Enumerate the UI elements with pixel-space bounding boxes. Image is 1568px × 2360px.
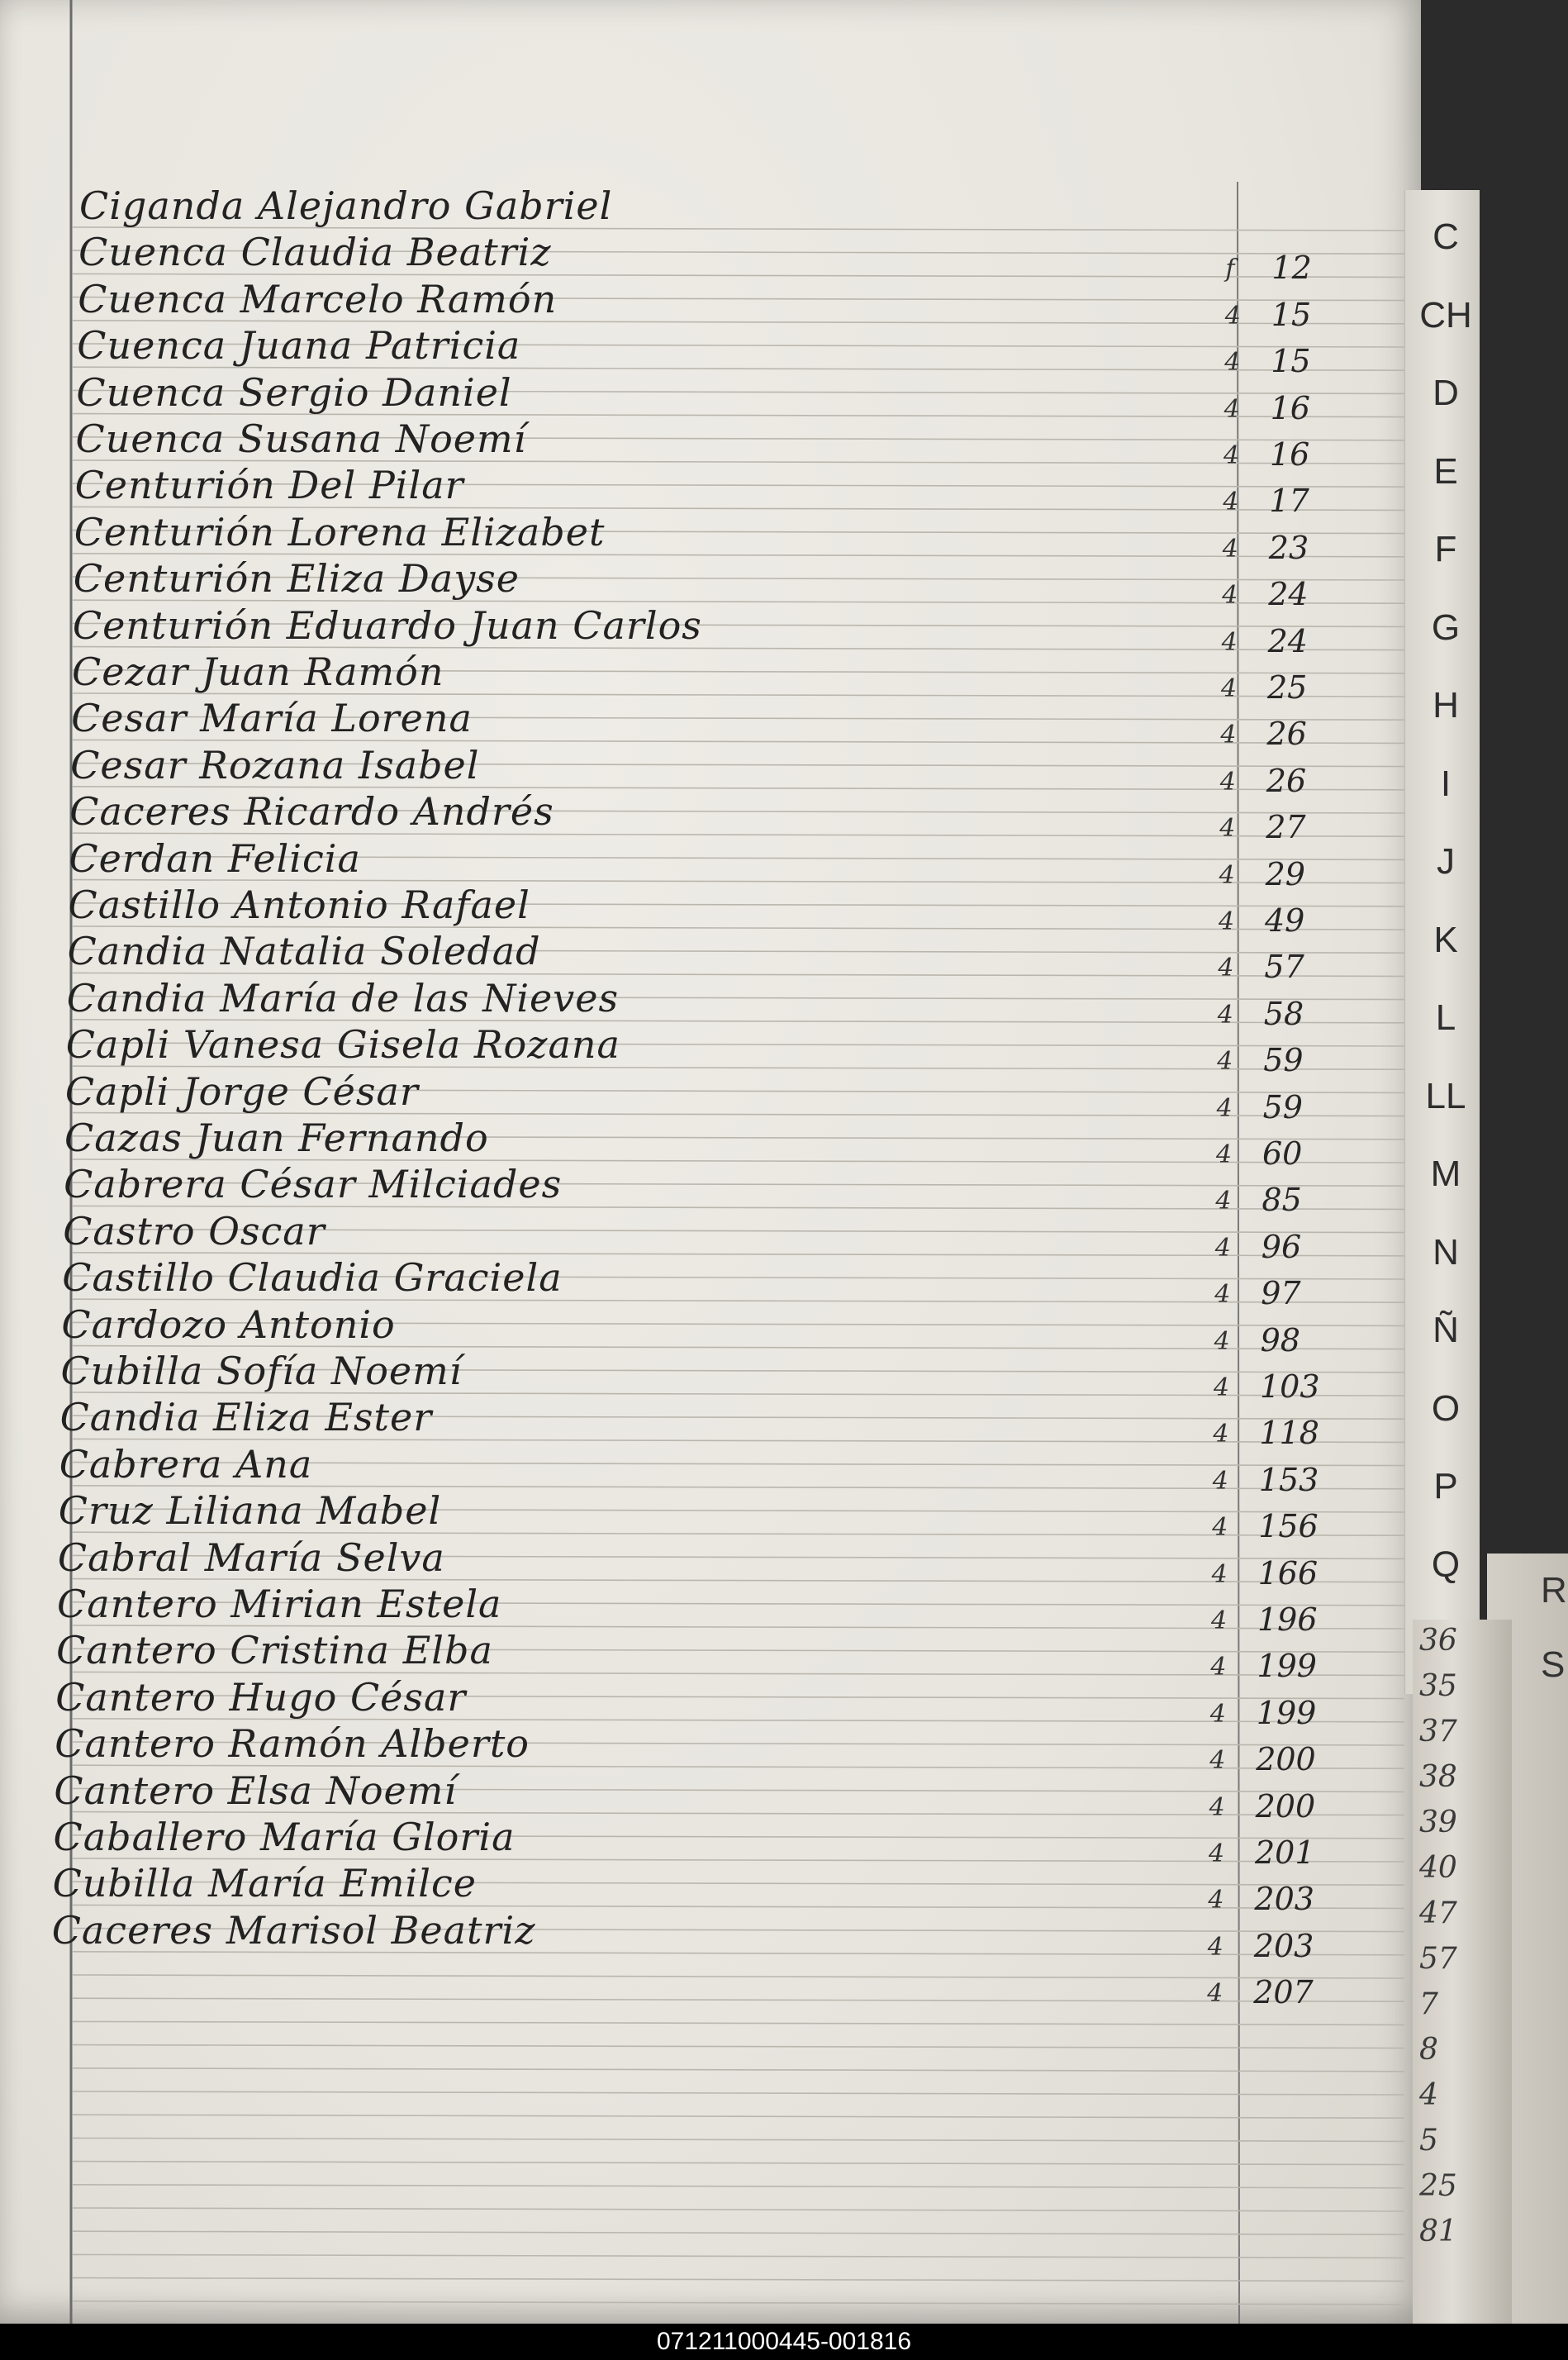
index-tab-letter: G [1431,607,1461,648]
ditto-mark: 4 [1224,348,1241,378]
folio-number: 15 [1271,296,1312,333]
entry-name: Caceres Ricardo Andrés [69,789,554,835]
folio-number: 16 [1270,389,1310,426]
ditto-mark: 4 [1214,1373,1230,1402]
tab-side-number: 47 [1419,1896,1457,1930]
folio-number: 203 [1253,1927,1314,1964]
ditto-mark: 4 [1208,1886,1224,1915]
ditto-mark: 4 [1224,394,1240,424]
index-tab-letter: P [1433,1466,1458,1506]
ditto-mark: 4 [1209,1839,1225,1868]
entry-name: Cezar Juan Ramón [72,649,444,694]
entry-name: Centurión Eduardo Juan Carlos [72,602,702,648]
entry-name: Candia Natalia Soledad [67,929,541,974]
entry-name: Centurión Eliza Dayse [73,556,520,602]
ditto-mark: 4 [1214,1326,1230,1356]
folio-number: 203 [1254,1881,1314,1918]
folio-number: 26 [1266,762,1307,799]
ruled-line [73,1975,1404,1978]
ditto-mark: 4 [1209,1792,1225,1822]
tab-side-number: 81 [1419,2215,1457,2248]
folio-number: 200 [1255,1787,1316,1825]
tab-side-number: 4 [1419,2078,1438,2112]
ditto-mark: 4 [1222,581,1238,611]
index-tab-letter: Ñ [1433,1310,1459,1350]
ruled-line [73,2021,1404,2025]
ditto-mark: 4 [1213,1420,1229,1449]
index-tab-letter: F [1434,529,1457,569]
entry-name: Ciganda Alejandro Gabriel [79,183,613,228]
entry-name: Candia Eliza Ester [59,1395,433,1440]
entry-name: Capli Vanesa Gisela Rozana [65,1022,620,1068]
entry-name: Cardozo Antonio [61,1301,396,1347]
tab-side-number: 25 [1419,2169,1457,2203]
folio-number: 96 [1261,1228,1302,1265]
folio-number: 199 [1257,1648,1317,1685]
folio-number: 26 [1266,716,1307,753]
ditto-mark: f [1225,255,1235,284]
tab-side-number: 37 [1419,1715,1457,1749]
entry-name: Cantero Cristina Elba [56,1628,493,1673]
entry-name: Cuenca Sergio Daniel [76,369,512,415]
entry-name: Cantero Ramón Alberto [55,1721,530,1767]
tab-side-number: 36 [1419,1624,1457,1658]
ditto-mark: 4 [1219,907,1235,936]
tab-side-number: 38 [1419,1760,1457,1794]
index-tab-letter: E [1433,450,1458,492]
tab-side-number: 39 [1419,1806,1457,1839]
entry-name: Centurión Del Pilar [74,463,464,508]
index-tab-letter: Q [1431,1544,1461,1585]
folio-number: 97 [1261,1275,1301,1312]
ditto-mark: 4 [1222,534,1238,564]
ditto-mark: 4 [1211,1606,1228,1635]
tab-side-number: 57 [1419,1942,1457,1976]
folio-number: 58 [1263,995,1304,1032]
ruled-line [73,1998,1404,2001]
folio-number: 166 [1257,1554,1319,1592]
ditto-mark: 4 [1209,1746,1226,1776]
ditto-mark: 4 [1219,814,1236,844]
ditto-mark: 4 [1210,1653,1227,1682]
entry-name: Caballero María Gloria [53,1815,516,1859]
ruled-line [73,2115,1404,2118]
ruled-line [73,2208,1404,2211]
folio-number: 15 [1271,343,1311,380]
folio-number: 49 [1265,902,1305,939]
ditto-mark: 4 [1223,488,1239,517]
ditto-mark: 4 [1214,1233,1231,1263]
ditto-mark: 4 [1207,1932,1224,1962]
ditto-mark: 4 [1214,1280,1231,1310]
ditto-mark: 4 [1207,1979,1224,2009]
index-tab-letter: J [1437,841,1455,882]
tab-side-number: 35 [1419,1669,1457,1703]
entry-name: Cesar Rozana Isabel [70,742,480,787]
entry-name: Cuenca Claudia Beatriz [78,230,552,275]
ditto-mark: 4 [1221,627,1238,657]
ditto-mark: 4 [1211,1559,1228,1589]
index-tab-letter: CH [1419,294,1472,335]
entry-name: Castillo Claudia Graciela [62,1255,563,1301]
folio-number: 24 [1267,622,1308,659]
entry-name: Castillo Antonio Rafael [68,883,530,927]
entry-name: Cazas Juan Fernando [64,1116,489,1160]
document-id-footer: 071211000445-001816 [0,2324,1568,2360]
entry-name: Cruz Liliana Mabel [58,1488,442,1534]
entry-name: Cuenca Juana Patricia [77,323,521,369]
ruled-line [73,2254,1404,2258]
ruled-line [73,2162,1404,2165]
ditto-mark: 4 [1212,1466,1228,1496]
tab-side-number: 40 [1419,1851,1457,1885]
ditto-mark: 4 [1212,1513,1228,1543]
ditto-mark: 4 [1219,767,1236,797]
entry-name: Cuenca Susana Noemí [75,416,527,461]
folio-number: 200 [1256,1741,1316,1778]
entry-name: Cubilla Sofía Noemí [60,1349,463,1393]
folio-number: 12 [1271,250,1312,287]
folio-number: 156 [1258,1508,1319,1545]
entry-name: Cabrera Ana [59,1441,313,1487]
index-tab-letter: D [1433,373,1459,413]
ruled-line [73,2231,1404,2234]
far-index-tab-letter: S [1541,1644,1566,1685]
folio-number: 59 [1263,1042,1304,1079]
ditto-mark: 4 [1215,1187,1232,1216]
ditto-mark: 4 [1216,1093,1233,1123]
folio-number: 59 [1262,1088,1303,1125]
index-tab-letter: H [1433,685,1459,726]
ditto-mark: 4 [1224,441,1240,470]
ditto-mark: 4 [1217,1000,1233,1030]
ruled-line [73,2301,1404,2305]
ditto-mark: 4 [1216,1140,1233,1169]
folio-number: 199 [1256,1694,1317,1731]
entry-name: Capli Jorge César [64,1068,419,1114]
entry-name: Cantero Elsa Noemí [54,1768,458,1813]
folio-number: 16 [1270,436,1310,473]
tab-side-number: 7 [1419,1987,1438,2021]
entry-name: Cerdan Felicia [69,835,361,881]
tab-side-number: 8 [1419,2033,1438,2067]
ditto-mark: 4 [1218,954,1234,983]
folio-number: 24 [1268,576,1309,613]
entry-name: Cantero Hugo César [55,1674,467,1720]
index-tab-letter: LL [1425,1075,1466,1116]
ruled-line [73,2138,1404,2141]
ruled-line [73,2068,1404,2072]
entry-name: Candia María de las Nieves [66,975,620,1021]
folio-number: 118 [1259,1415,1319,1452]
folio-number: 207 [1253,1974,1314,2011]
far-index-tab-letter: R [1541,1570,1567,1611]
folio-number: 27 [1266,809,1306,846]
index-tab-letter: L [1435,997,1456,1038]
folio-number: 98 [1260,1321,1300,1358]
folio-number: 23 [1268,529,1309,566]
index-tab-letter: M [1430,1154,1461,1194]
ditto-mark: 4 [1224,301,1241,331]
entry-name: Cabral María Selva [57,1534,445,1580]
index-tab-letter: C [1433,216,1459,257]
folio-number: 29 [1265,855,1305,892]
folio-number: 201 [1255,1834,1315,1871]
folio-number: 60 [1262,1135,1303,1172]
folio-number: 25 [1267,669,1308,706]
ruled-line [73,2185,1404,2188]
folio-number: 17 [1269,483,1309,520]
index-tab-letter: O [1431,1387,1461,1429]
folio-number: 196 [1257,1601,1318,1638]
index-tab-letter: I [1440,763,1452,804]
entry-name: Cabrera César Milciades [64,1162,563,1207]
ruled-line [73,2278,1404,2281]
folio-number: 57 [1264,949,1304,986]
ditto-mark: 4 [1209,1699,1226,1729]
ruled-line [73,2045,1404,2048]
tab-side-number: 5 [1419,2124,1438,2158]
entry-name: Cantero Mirian Estela [57,1582,502,1626]
index-tab-letter: K [1433,919,1458,960]
entry-name: Cuenca Marcelo Ramón [78,276,558,321]
entry-name: Cesar María Lorena [71,696,473,741]
ditto-mark: 4 [1219,860,1235,890]
ditto-mark: 4 [1217,1047,1233,1077]
entry-name: Castro Oscar [63,1208,325,1254]
entry-name: Cubilla María Emilce [52,1861,477,1906]
folio-number: 103 [1260,1368,1320,1405]
entry-name: Caceres Marisol Beatriz [51,1907,536,1953]
folio-number: 85 [1262,1182,1302,1219]
index-tab-letter: N [1433,1231,1459,1273]
entry-name: Centurión Lorena Elizabet [74,509,606,554]
ditto-mark: 4 [1221,674,1238,703]
folio-number: 153 [1258,1461,1319,1498]
ruled-line [73,2091,1404,2095]
ditto-mark: 4 [1220,721,1237,750]
